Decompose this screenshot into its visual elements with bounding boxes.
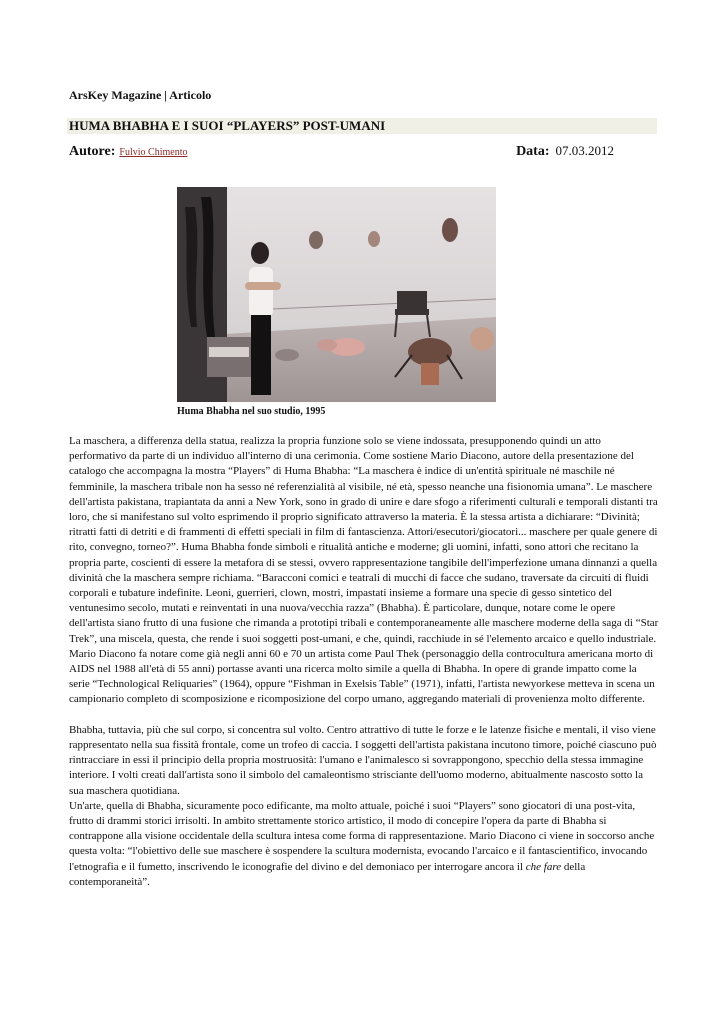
paragraph-3: Bhabha, tuttavia, più che sul corpo, si concentra sul volto. Centro attrattivo di tutte le forze e le latenze fisiche e mentali, il viso viene rappresentato nella sua fissità frontale, come un trofeo di caccia. I soggetti dell'artista pakistana incutono timore, poiché ciascuno può rintracciare in essi il principio della propria mostruosità: l'umano e l'animalesco si sovrappongono, specchio della stessa immagine interiore. I volti creati dall'artista sono il simbolo del camaleontismo strisciante dell'uomo moderno, abitualmente nascosto sotto la sua maschera quotidiana. <box>69 723 657 797</box>
magazine-brand: ArsKey Magazine | Articolo <box>69 88 212 102</box>
date-value: 07.03.2012 <box>555 143 614 158</box>
studio-photo-illustration <box>177 187 496 402</box>
paragraph-1: La maschera, a differenza della statua, realizza la propria funzione solo se viene indossata, presupponendo quindi un atto performativo da parte di un individuo all'interno di una cerimonia. Come sostiene Mario Diacono, autore della presentazione del catalogo che accompagna la mostra “Players” di Huma Bhabha: “La maschera è indice di un'entità spirituale né maschile né femminile, la maschera tribale non ha sesso né referenzialità al visibile, né età, spesso neanche una fisionomia umana”. Le maschere dell'artista pakistana, trapiantata da anni a New York, sono in grado di unire e dare sfogo a riferimenti culturali e temporali distanti tra loro, che si manifestano sul volto esprimendo il proprio significato attraverso la materia. È la stessa artista a dichiarare: “Divinità; ritratti fatti di detriti e di frammenti di effetti speciali in film di fantascienza. Attori/esecutori/giocatori... maschere per quale genere di rito, convegno, torneo?”. Huma Bhabha fonde simboli e ritualità antiche e moderne; gli uomini, infatti, sono attori che recitano la propria parte, coscienti di essere la metafora di se stessi, ovvero rappresentazione tangibile dell'imperfezione umana dinnanzi a quella divinità che la maschera sempre richiama. “Baracconi comici e teatrali di mucchi di facce che sudano, traversate da circuiti di fluidi corporali e tubature indefinite. Leoni, guerrieri, clown, mostri, impastati insieme a formare una specie di gesso sintetico del ventunesimo secolo, mutati e reinventati in una nuova/vecchia razza” (Bhabha). È particolare, dunque, notare come le opere dell'artista siano frutto di una fusione che rimanda a prototipi tribali e contemporaneamente alle maschere moderne della saga di “Star Trek”, una miscela, questa, che rende i suoi soggetti post-umani, e che, quindi, racchiude in sé l'elemento arcaico e quello industriale. <box>69 435 659 645</box>
date-block <box>516 142 614 160</box>
date-label: Data: <box>516 144 550 159</box>
paragraph-4-emphasis: che fare <box>525 860 562 873</box>
author-link[interactable]: Fulvio Chimento <box>119 147 188 158</box>
author-label: Autore: <box>69 144 116 159</box>
paragraph-4-start: Un'arte, quella di Bhabha, sicuramente poco edificante, ma molto attuale, poiché i suoi “Players” sono giocatori di una post-vita, frutto di drammi storici irrisolti. In ambito strettamente storico artistico, il modo di concepire l'opera da parte di Bhabha si contrappone alla visione occidentale della scultura intesa come forma di rappresentazione. Mario Diacono ci viene in soccorso anche questa volta: “l'obiettivo delle sue maschere è sospendere la scultura modernista, evocando l'arcaico e il fantascientifico, invocando l'etnografia e il fumetto, inscrivendo le iconografie del divino e del demoniaco per interrogare ancora il <box>69 799 655 873</box>
article-body <box>69 434 659 890</box>
studio-photo <box>177 187 496 402</box>
paragraph-2: Mario Diacono fa notare come già negli anni 60 e 70 un artista come Paul Thek (personaggio della controcultura americana morto di AIDS nel 1988 all'età di 55 anni) portasse avanti una ricerca molto simile a quella di Bhabha. In opere di grande impatto come la serie “Technological Reliquaries” (1964), oppure “Fishman in Exelsis Table” (1971), infatti, l'artista newyorkese metteva in scena un campionario completo di scomposizione e ricomposizione del corpo umano, aggregando materiali di provenienza molto differente. <box>69 647 655 706</box>
paragraph-4-end: della contemporaneità”. <box>69 860 586 888</box>
photo-caption: Huma Bhabha nel suo studio, 1995 <box>177 406 326 417</box>
byline-row <box>69 142 614 162</box>
article-title: HUMA BHABHA E I SUOI “PLAYERS” POST-UMANI <box>67 118 657 134</box>
paragraph-4 <box>69 799 659 890</box>
